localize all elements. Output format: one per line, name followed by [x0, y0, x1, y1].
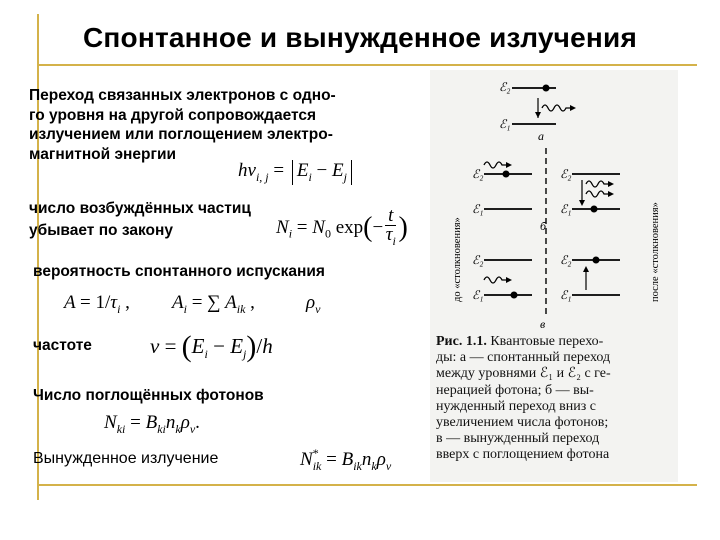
- panel-a: [499, 80, 576, 143]
- panel-label-c: в: [540, 317, 546, 331]
- electron-b-right: [591, 206, 598, 213]
- arrowhead-b: [579, 200, 585, 206]
- electron-b-left: [503, 171, 510, 178]
- figure-caption: [436, 334, 674, 464]
- spontaneous-label: вероятность спонтанного испускания: [33, 263, 325, 280]
- electron-c-right: [593, 257, 600, 264]
- decay-line-2: убывает по закону: [29, 222, 173, 239]
- photon-wave-b-out-1: [586, 181, 608, 187]
- caption-title: Рис. 1.1.: [436, 334, 487, 349]
- label-e1-b-left: ℰ₁: [472, 202, 484, 216]
- decay-formula: $N_i = N_0$ exp(− $\frac{t}{\tau_i}$ ): [276, 205, 408, 248]
- absorbed-formula: $N_{ki} = B_{ki}n_k\rho_\nu$.: [104, 412, 200, 436]
- intro-line-2: го уровня на другой сопровождается: [29, 106, 317, 124]
- side-label-after: после «столкновения»: [650, 202, 661, 302]
- photon-wave-b-in: [484, 162, 506, 168]
- slide-title: Спонтанное и вынужденное излучения: [83, 22, 637, 53]
- frequency-formula: $\nu = (E_i - E_j)/h$: [150, 330, 273, 363]
- caption-line-1: Квантовые перехо-: [490, 334, 604, 349]
- arrowhead-a: [535, 112, 541, 118]
- caption-line-5: нужденный переход вниз с: [436, 398, 596, 414]
- label-e2-c-right: ℰ₂: [560, 253, 572, 267]
- photon-arrow-b-in: [506, 162, 512, 168]
- stimulated-formula: $N^*_{ik} = B_{ik}n_k\rho_\nu$: [300, 446, 392, 473]
- intro-line-1: Переход связанных электронов с одно-: [29, 87, 336, 104]
- frame-bottom-line: [37, 484, 697, 486]
- caption-line-3: между уровнями ℰ₁ и ℰ₂ с ге-: [436, 366, 611, 382]
- caption-line-2: ды: а — спонтанный переход: [436, 350, 611, 366]
- label-e1-b-right: ℰ₁: [560, 202, 572, 216]
- photon-arrow-a: [570, 105, 576, 111]
- electron-c-left: [511, 292, 518, 299]
- decay-line-1: число возбуждённых частиц: [29, 200, 251, 217]
- quantum-transitions-diagram: [436, 70, 672, 332]
- prob-ai-formula: $A_i$ = ∑ $A_{ik}$ ,: [172, 292, 255, 316]
- energy-formula: $h\nu_{i, j} = E_i - E_j$: [238, 160, 352, 185]
- label-e1-c-right: ℰ₁: [560, 288, 572, 302]
- caption-line-4: нерацией фотона; б — вы-: [436, 382, 594, 398]
- label-e1-c-left: ℰ₁: [472, 288, 484, 302]
- absorbed-label: Число поглощённых фотонов: [33, 387, 264, 404]
- title-underline: [37, 64, 697, 66]
- panel-label-b: б: [540, 219, 547, 233]
- intro-line-4: магнитной энергии: [29, 145, 177, 163]
- photon-arrow-b-out-2: [608, 191, 614, 197]
- caption-line-6: увеличением числа фотонов;: [436, 415, 609, 431]
- side-label-before: до «столкновения»: [452, 217, 463, 302]
- photon-wave-b-out-2: [586, 191, 608, 197]
- label-e2-b-right: ℰ₂: [560, 167, 572, 181]
- label-e2-c-left: ℰ₂: [472, 253, 484, 267]
- label-e1-a: ℰ₁: [499, 117, 511, 131]
- prob-rho-formula: $\rho_\nu$: [306, 292, 321, 316]
- arrowhead-c: [583, 266, 589, 272]
- caption-line-7: в — вынужденный переход: [436, 431, 600, 447]
- frequency-label: частоте: [33, 337, 92, 354]
- photon-arrow-b-out-1: [608, 181, 614, 187]
- panel-label-a: а: [538, 129, 544, 143]
- electron-a-start: [543, 85, 550, 92]
- label-e2-b-left: ℰ₂: [472, 167, 484, 181]
- photon-arrow-c-in: [506, 277, 512, 283]
- stimulated-label: Вынужденное излучение: [33, 450, 219, 467]
- prob-a-formula: $A = 1/\tau_i$ ,: [64, 292, 130, 316]
- photon-wave-c-in: [484, 277, 506, 283]
- photon-wave-a: [542, 105, 570, 111]
- intro-line-3: излучением или поглощением электро-: [29, 126, 333, 143]
- caption-line-8: вверх с поглощением фотона: [436, 447, 610, 463]
- label-e2-a: ℰ₂: [499, 80, 511, 94]
